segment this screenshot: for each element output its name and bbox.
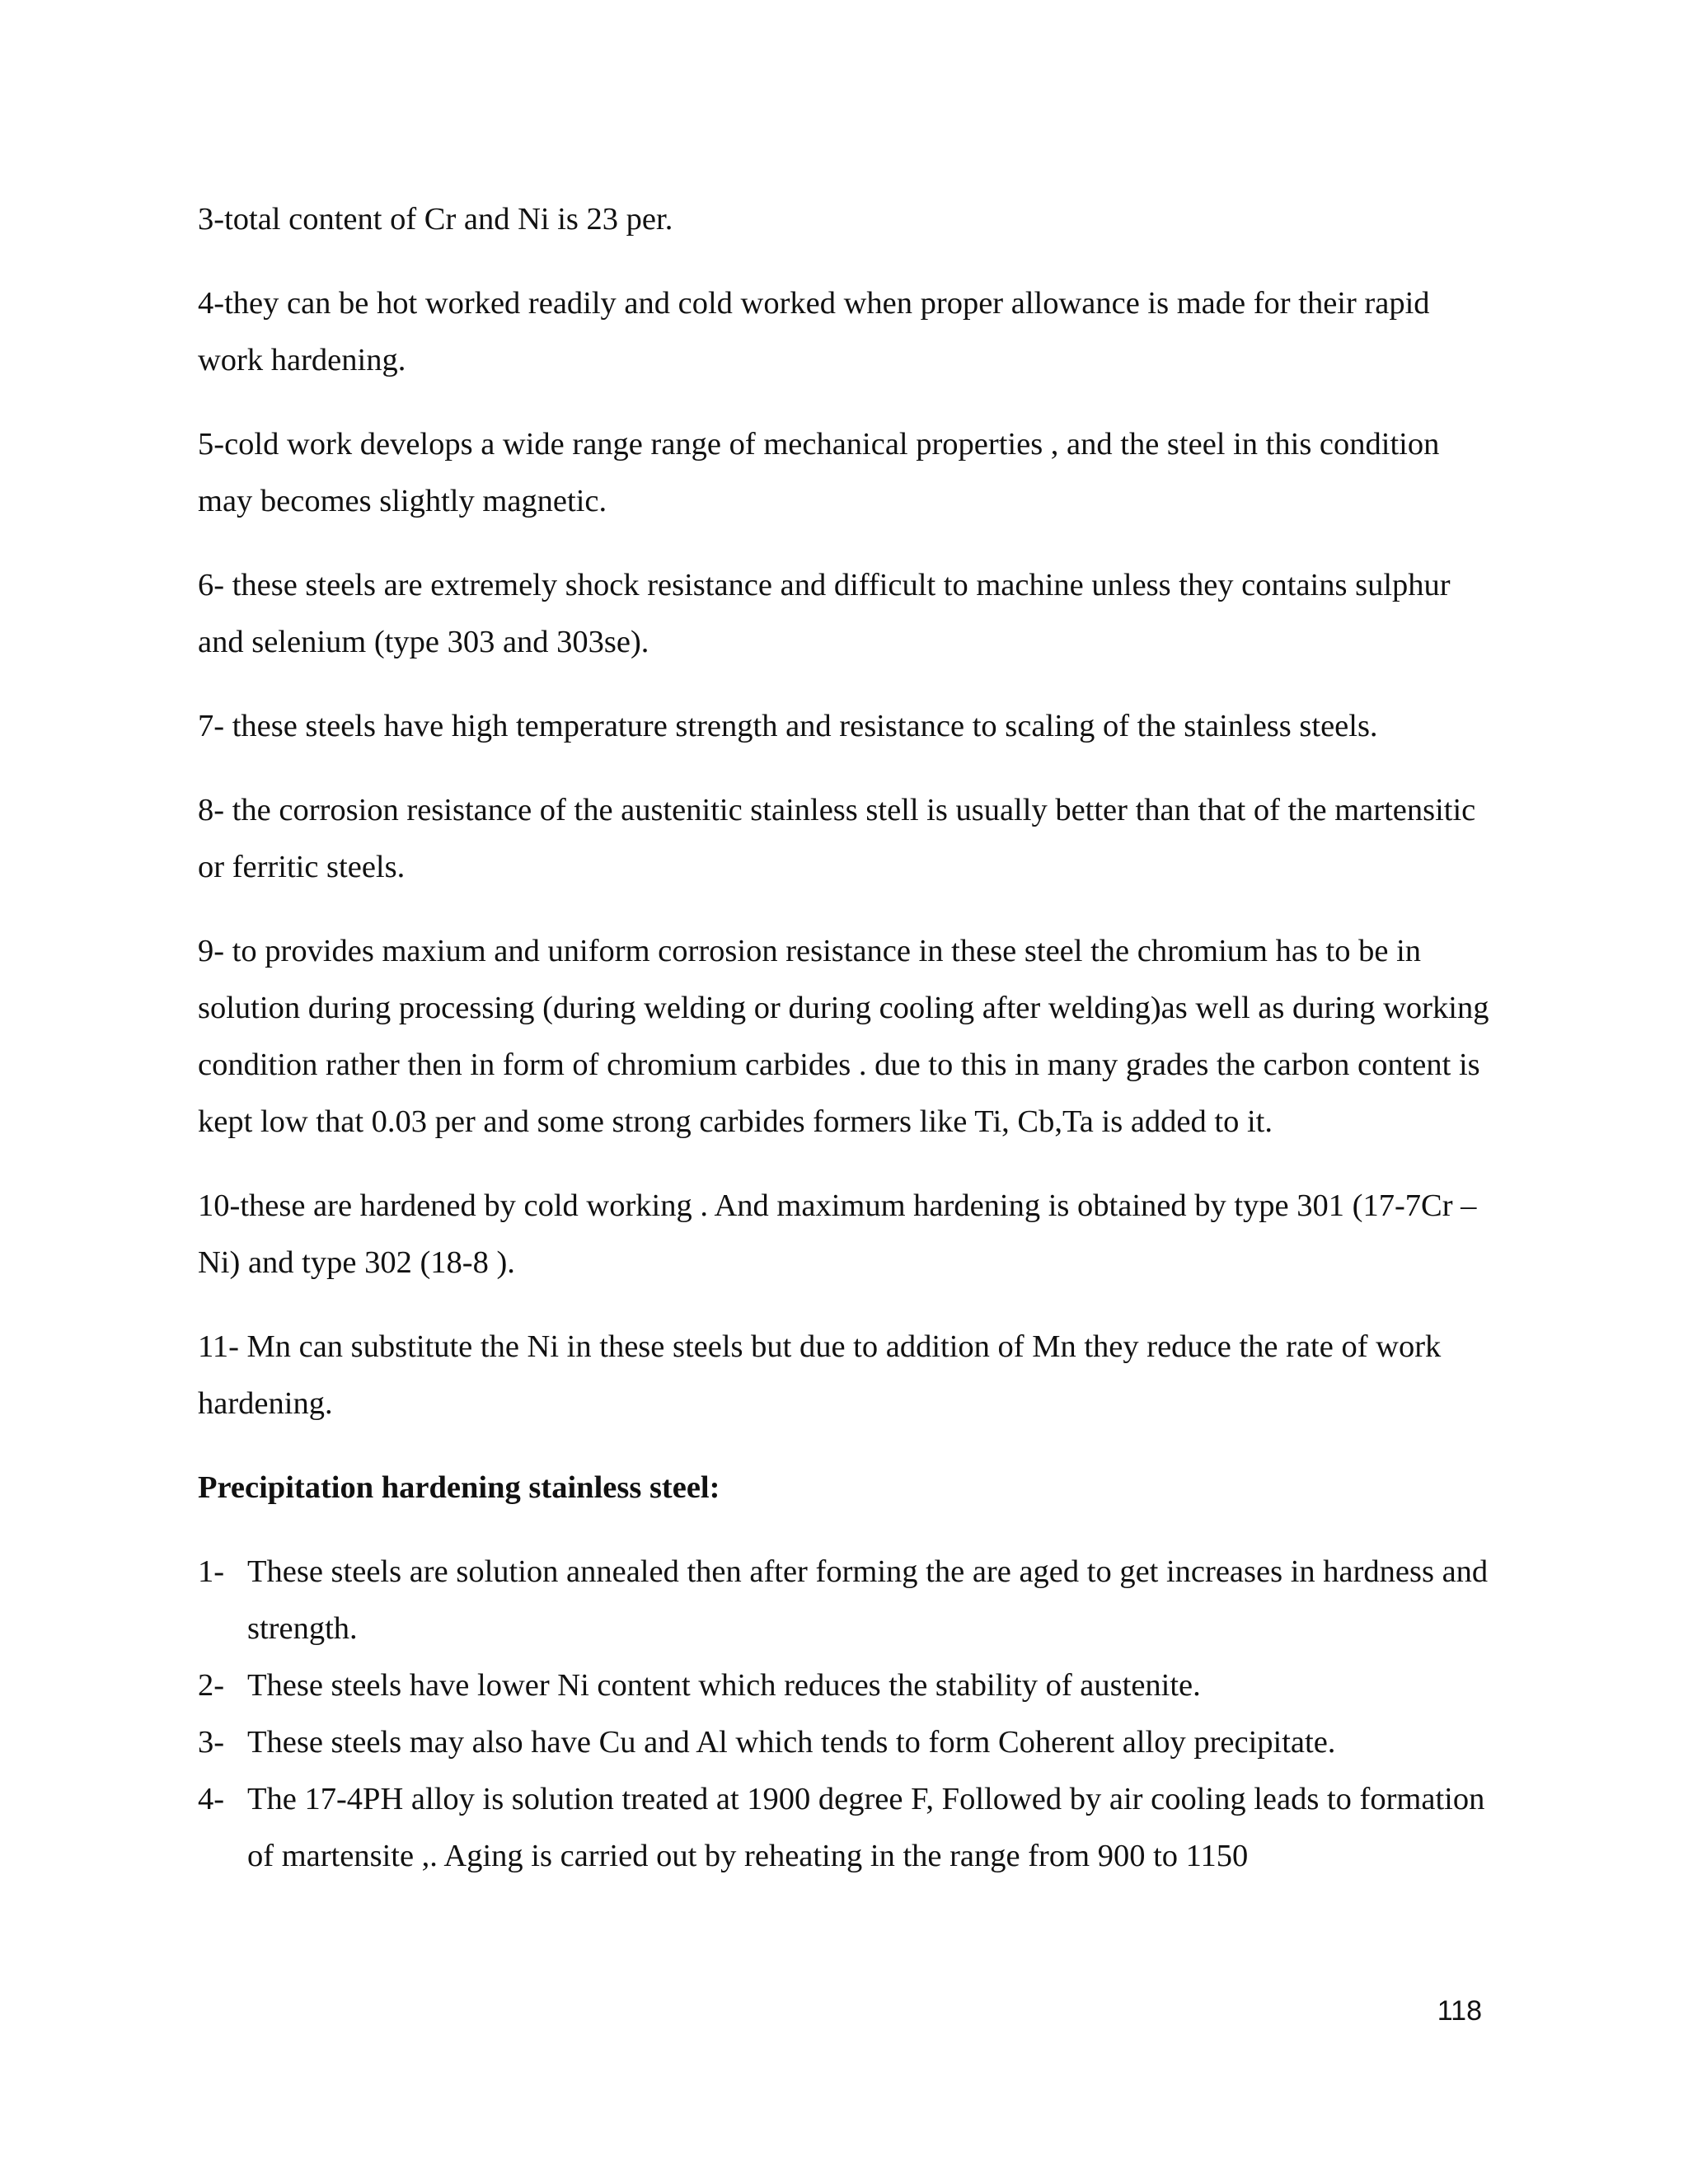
list-item-text: These steels may also have Cu and Al which tends to form Coherent alloy precipitate.: [247, 1725, 1336, 1760]
paragraph-11: 11- Mn can substitute the Ni in these steels but due to addition of Mn they reduce the rate of work hardening.: [198, 1329, 1442, 1421]
paragraph-6: 6- these steels are extremely shock resistance and difficult to machine unless they contains sulphur and selenium (type 303 and 303se).: [198, 568, 1451, 659]
list-item: [198, 1714, 1500, 1771]
list-item-number: 1-: [198, 1554, 225, 1589]
list-item: [198, 1544, 1500, 1657]
list-item-number: 4-: [198, 1782, 225, 1816]
paragraph-8: 8- the corrosion resistance of the austenitic stainless stell is usually better than that of the martensitic or ferritic steels.: [198, 793, 1476, 884]
list-item: [198, 1657, 1500, 1714]
page-content: [198, 191, 1500, 1885]
list-item: [198, 1771, 1500, 1885]
list-item-number: 2-: [198, 1668, 225, 1703]
paragraph-10: 10-these are hardened by cold working . And maximum hardening is obtained by type 301 (17-7Cr –Ni) and type 302 (18-8 ).: [198, 1188, 1477, 1280]
list-item-text: The 17-4PH alloy is solution treated at 1900 degree F, Followed by air cooling leads to formation of martensite ,. Aging is carried out by reheating in the range from 900 to 1150: [247, 1782, 1485, 1873]
list-item-text: These steels have lower Ni content which reduces the stability of austenite.: [247, 1668, 1201, 1703]
paragraph-9: 9- to provides maxium and uniform corrosion resistance in these steel the chromium has to be in solution during processing (during welding or during cooling after welding)as well as during working condition rather then in form of chromium carbides . due to this in many grades the carbon content is kept low that 0.03 per and some strong carbides formers like Ti, Cb,Ta is added to it.: [198, 934, 1489, 1139]
paragraph-3: 3-total content of Cr and Ni is 23 per.: [198, 202, 673, 237]
paragraph-5: 5-cold work develops a wide range range of mechanical properties , and the steel in this condition may becomes slightly magnetic.: [198, 427, 1440, 518]
numbered-list: [198, 1544, 1500, 1885]
list-item-number: 3-: [198, 1725, 225, 1760]
section-heading: Precipitation hardening stainless steel:: [198, 1470, 720, 1505]
page-number: 118: [1437, 1995, 1482, 2027]
list-item-text: These steels are solution annealed then after forming the are aged to get increases in hardness and strength.: [247, 1554, 1489, 1646]
paragraph-4: 4-they can be hot worked readily and cold worked when proper allowance is made for their rapid work hardening.: [198, 286, 1430, 377]
paragraph-7: 7- these steels have high temperature strength and resistance to scaling of the stainless steels.: [198, 709, 1378, 743]
